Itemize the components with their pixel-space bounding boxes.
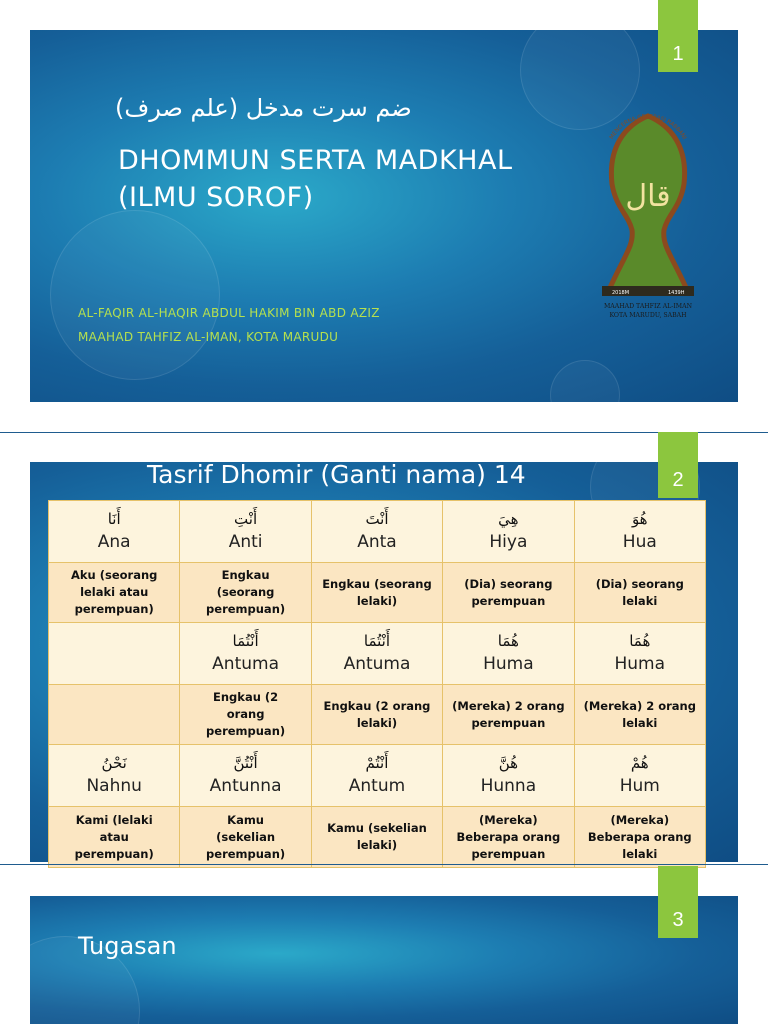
tasrif-dhomir-table <box>48 500 706 868</box>
arabic-pronoun: هُوَ <box>631 509 648 528</box>
pronoun-cell <box>574 745 705 807</box>
pronoun-cell <box>574 501 705 563</box>
pronoun-cell <box>443 745 574 807</box>
meaning-text: (Mereka) 2 orang <box>583 698 696 713</box>
meaning-cell <box>180 563 311 623</box>
meaning-cell <box>574 685 705 745</box>
slide-1-institution: MAAHAD TAHFIZ AL-IMAN, KOTA MARUDU <box>78 330 339 344</box>
logo-caption-line-2: KOTA MARUDU, SABAH <box>609 312 687 319</box>
arabic-pronoun: أَنْتُمَا <box>232 631 259 650</box>
transliteration: Hiya <box>489 531 528 552</box>
arabic-pronoun: هُمْ <box>630 753 649 772</box>
arabic-pronoun: نَحْنُ <box>101 753 127 772</box>
arabic-pronoun: أَنْتُمَا <box>363 631 391 650</box>
pronoun-cell <box>311 623 442 685</box>
meaning-text: lelaki) <box>356 593 398 608</box>
meaning-text: (Dia) seorang lelaki <box>595 576 684 608</box>
transliteration: Antum <box>348 775 406 796</box>
meaning-text: Kamu <box>227 812 264 827</box>
arabic-pronoun: هُنَّ <box>498 753 519 772</box>
meaning-text: perempuan <box>471 715 546 730</box>
transliteration: Antunna <box>209 775 282 796</box>
meaning-cell <box>49 807 180 868</box>
slide-3 <box>30 896 738 1024</box>
logo-year-right: 1439H <box>668 290 685 296</box>
meaning-cell <box>311 563 442 623</box>
slide-1-title <box>118 142 513 216</box>
slide-number-1: 1 <box>658 0 698 72</box>
arabic-pronoun: هُمَا <box>629 631 651 650</box>
arabic-pronoun: هِيَ <box>498 509 519 528</box>
meaning-text: perempuan) <box>74 846 154 861</box>
meaning-cell <box>180 807 311 868</box>
transliteration: Huma <box>483 653 534 674</box>
meaning-text: (Dia) seorang <box>464 576 553 591</box>
slide-divider <box>0 864 768 865</box>
meaning-cell <box>443 685 574 745</box>
meaning-row <box>49 685 706 745</box>
transliteration: Hum <box>619 775 660 796</box>
pronoun-cell <box>180 623 311 685</box>
meaning-cell <box>49 685 180 745</box>
slide-1-author-name: AL-FAQIR AL-HAQIR ABDUL HAKIM BIN ABD AZIZ <box>78 306 380 320</box>
meaning-text: Engkau (2 <box>213 690 279 704</box>
transliteration: Ana <box>97 531 131 552</box>
pronoun-cell <box>311 501 442 563</box>
arabic-pronoun: أَنْتَ <box>365 509 389 528</box>
meaning-text: Engkau <box>221 568 270 582</box>
meaning-text: Kamu (sekelian <box>327 821 427 835</box>
transliteration: Anta <box>357 531 397 552</box>
slide-number-3: 3 <box>658 866 698 938</box>
meaning-text: perempuan) <box>74 602 154 616</box>
meaning-text: perempuan <box>471 846 546 861</box>
meaning-cell <box>443 563 574 623</box>
meaning-text: Beberapa orang <box>587 829 692 844</box>
meaning-text: orang <box>226 707 265 721</box>
meaning-text: lelaki <box>622 846 658 861</box>
pronoun-cell <box>49 745 180 807</box>
pronoun-cell <box>443 501 574 563</box>
pronoun-row <box>49 745 706 807</box>
arabic-pronoun: أَنَا <box>107 509 121 528</box>
meaning-cell <box>574 807 705 868</box>
pronoun-cell <box>443 623 574 685</box>
meaning-text: (seorang <box>216 585 275 599</box>
arabic-pronoun: هُمَا <box>497 631 519 650</box>
transliteration: Huma <box>614 653 666 674</box>
decor-bubble <box>50 210 220 380</box>
meaning-row <box>49 563 706 623</box>
transliteration: Hua <box>622 531 657 552</box>
transliteration: Hunna <box>480 775 537 796</box>
slide-number-2: 2 <box>658 432 698 498</box>
pronoun-cell <box>311 745 442 807</box>
meaning-cell <box>443 807 574 868</box>
meaning-text: perempuan) <box>206 602 286 616</box>
meaning-row <box>49 807 706 868</box>
meaning-cell <box>180 685 311 745</box>
slide-1 <box>30 30 738 402</box>
meaning-text: Aku (seorang <box>71 568 158 582</box>
transliteration: Antuma <box>212 653 279 674</box>
meaning-text: (Mereka) <box>479 812 538 827</box>
slide-1-arabic-title: ضم سرت مدخل (علم صرف) <box>115 94 412 122</box>
pronoun-cell <box>49 501 180 563</box>
meaning-text: lelaki atau <box>80 585 149 599</box>
slide-2-title: Tasrif Dhomir (Ganti nama) 14 <box>147 460 526 489</box>
pronoun-cell <box>180 745 311 807</box>
logo-calligraphy: قال <box>625 179 671 214</box>
maahad-logo <box>588 96 708 326</box>
meaning-text: atau <box>99 829 129 844</box>
arabic-pronoun: أَنْتُنَّ <box>233 753 258 772</box>
meaning-cell <box>311 807 442 868</box>
meaning-text: (sekelian <box>216 829 276 844</box>
meaning-cell <box>574 563 705 623</box>
meaning-text: perempuan <box>471 593 546 608</box>
arabic-pronoun: أَنْتُمْ <box>365 753 389 772</box>
logo-caption-line-1: MAAHAD TAHFIZ AL-IMAN <box>603 303 693 310</box>
slide-divider <box>0 432 768 433</box>
meaning-cell <box>311 685 442 745</box>
meaning-text: (Mereka) 2 orang <box>452 698 565 713</box>
slide-1-title-line-2: (ILMU SOROF) <box>118 182 314 213</box>
logo-year-left: 2018M <box>612 290 630 296</box>
meaning-text: lelaki) <box>356 838 398 852</box>
meaning-cell <box>49 563 180 623</box>
meaning-text: lelaki) <box>356 715 398 730</box>
pronoun-row <box>49 501 706 563</box>
meaning-text: lelaki <box>622 715 658 730</box>
pronoun-cell <box>180 501 311 563</box>
slide-3-title: Tugasan <box>78 932 177 960</box>
slide-1-title-line-1: DHOMMUN SERTA MADKHAL <box>118 145 513 176</box>
meaning-text: perempuan) <box>206 846 286 861</box>
meaning-text: Engkau (2 orang <box>323 698 431 713</box>
transliteration: Nahnu <box>86 775 142 796</box>
meaning-text: Kami (lelaki <box>75 812 153 827</box>
meaning-text: Engkau (seorang <box>322 576 432 591</box>
pronoun-cell <box>49 623 180 685</box>
decor-bubble <box>550 360 620 402</box>
transliteration: Antuma <box>343 653 411 674</box>
pronoun-cell <box>574 623 705 685</box>
meaning-text: Beberapa orang <box>456 829 561 844</box>
meaning-text: (Mereka) <box>610 812 670 827</box>
arabic-pronoun: أَنْتِ <box>234 509 258 528</box>
meaning-text: perempuan) <box>206 724 286 738</box>
transliteration: Anti <box>228 531 263 552</box>
logo-arc-text: MENCERNA GENERASI RABBANI <box>608 113 688 141</box>
pronoun-row <box>49 623 706 685</box>
